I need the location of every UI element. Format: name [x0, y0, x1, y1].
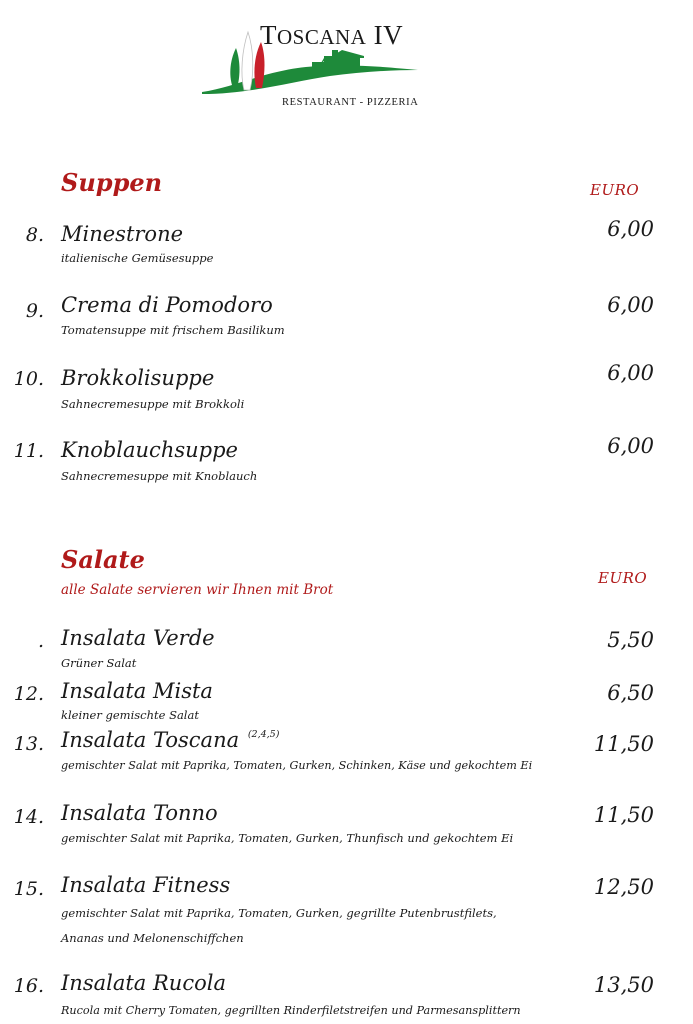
- logo-roman: IV: [373, 20, 404, 50]
- item-description: Tomatensuppe mit frischem Basilikum: [61, 323, 285, 337]
- item-description: italienische Gemüsesuppe: [61, 251, 214, 265]
- item-description: Sahnecremesuppe mit Brokkoli: [61, 397, 245, 411]
- item-number: 8.: [25, 224, 44, 246]
- item-description: gemischter Salat mit Paprika, Tomaten, Gurken, gegrillte Putenbrustfilets,: [61, 906, 497, 920]
- section-title-salate: Salate: [61, 545, 145, 574]
- euro-header-suppen: EURO: [590, 181, 640, 199]
- item-price: 6,00: [607, 434, 654, 458]
- item-price: 11,50: [593, 803, 654, 827]
- item-name: Crema di Pomodoro: [61, 293, 273, 317]
- item-price: 6,50: [607, 681, 654, 705]
- logo-house: [312, 50, 364, 74]
- item-name: [61, 728, 279, 752]
- allergen-note: (2,4,5): [247, 729, 280, 740]
- item-description: Grüner Salat: [61, 656, 137, 670]
- item-name-text: Insalata Toscana: [61, 728, 240, 752]
- euro-header-salate: EURO: [598, 569, 648, 587]
- logo-title: [260, 20, 403, 51]
- item-name: Insalata Tonno: [61, 801, 218, 825]
- section-note-salate: alle Salate servieren wir Ihnen mit Brot: [61, 582, 334, 598]
- item-number: 10.: [13, 368, 44, 390]
- item-price: 5,50: [607, 628, 654, 652]
- item-name: Insalata Rucola: [61, 971, 226, 995]
- item-description-cont: Ananas und Melonenschiffchen: [61, 931, 244, 945]
- logo-title-initial: T: [260, 20, 277, 50]
- item-name: Knoblauchsuppe: [61, 438, 238, 462]
- item-price: 6,00: [607, 217, 654, 241]
- item-name: Brokkolisuppe: [61, 366, 215, 390]
- item-name: Insalata Verde: [61, 626, 215, 650]
- item-number: 12.: [13, 683, 44, 705]
- item-price: 12,50: [593, 875, 654, 899]
- item-description: kleiner gemischte Salat: [61, 708, 199, 722]
- logo-cypress-white: [242, 32, 253, 90]
- item-description: Rucola mit Cherry Tomaten, gegrillten Rinderfiletstreifen und Parmesansplittern: [61, 1004, 521, 1017]
- item-description: gemischter Salat mit Paprika, Tomaten, Gurken, Schinken, Käse und gekochtem Ei: [61, 759, 533, 772]
- item-number: .: [37, 630, 44, 652]
- item-name: Minestrone: [61, 222, 184, 246]
- item-number: 16.: [13, 975, 44, 997]
- item-name: Insalata Fitness: [61, 873, 231, 897]
- section-title-suppen: Suppen: [61, 168, 163, 197]
- item-price: 6,00: [607, 293, 654, 317]
- item-price: 13,50: [593, 973, 654, 997]
- item-name: Insalata Mista: [61, 679, 213, 703]
- item-number: 15.: [13, 878, 44, 900]
- logo-title-rest: OSCANA: [277, 25, 367, 49]
- item-description: Sahnecremesuppe mit Knoblauch: [61, 469, 258, 483]
- item-price: 6,00: [607, 361, 654, 385]
- item-description: gemischter Salat mit Paprika, Tomaten, Gurken, Thunfisch und gekochtem Ei: [61, 831, 514, 845]
- logo-cypress-green: [230, 48, 239, 88]
- item-number: 13.: [13, 733, 44, 755]
- item-number: 9.: [25, 300, 44, 322]
- item-price: 11,50: [593, 732, 654, 756]
- item-number: 14.: [13, 806, 44, 828]
- logo-subtitle: RESTAURANT - PIZZERIA: [282, 97, 419, 108]
- item-number: 11.: [13, 440, 44, 462]
